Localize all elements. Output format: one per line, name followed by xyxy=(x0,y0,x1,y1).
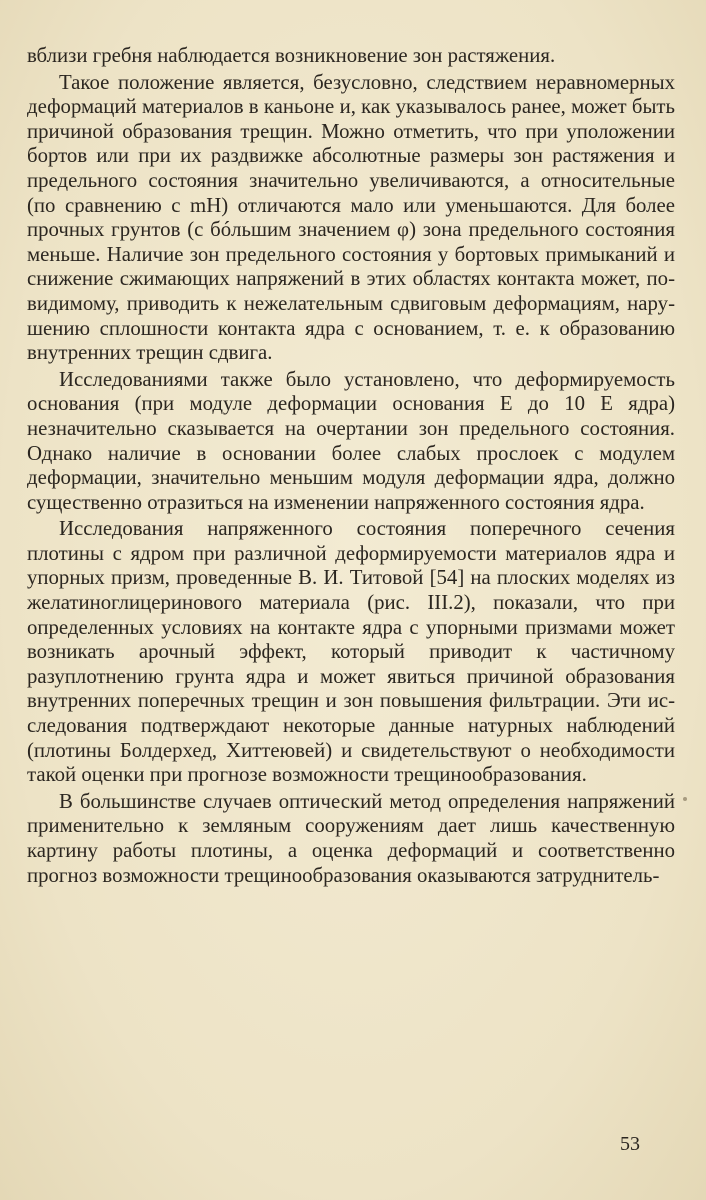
body-text xyxy=(27,44,675,888)
paragraph-5: В большинстве случаев оптический метод определения напряжений применительно к земляным сооружениям дает лишь качественную картину работы плотины, а оценка деформаций и соответственно прогноз возможности трещинообразования оказываются затруднитель- xyxy=(27,789,675,887)
paper-spot xyxy=(683,797,687,801)
paragraph-4: Исследования напряженного состояния поперечного сечения плотины с ядром при различной деформируемости материалов ядра и упорных призм, проведенные В. И. Титовой [54] на плоских моделях из желатиноглицеринового материала (рис. III.2), показали, что при определенных условиях на контакте ядра с упорными призмами может возникать арочный эффект, который приводит к частичному разуплотнению грунта ядра и может явиться причиной образования внутренних поперечных трещин и зон повышения фильтрации. Эти исследования подтверждают некоторые данные натурных наблюдений (плотины Болдерхед, Хиттеювей) и свидетельствуют о необходимости такой оценки при прогнозе возможности трещинообразования. xyxy=(27,517,675,787)
page-number: 53 xyxy=(620,1133,640,1155)
paragraph-3: Исследованиями также было установлено, что деформируемость основания (при модуле деформации основания E до 10 E ядра) незначительно сказывается на очертании зон предельного состояния. Однако наличие в основании более слабых прослоек с модулем деформации, значительно меньшим модуля деформации ядра, должно существенно отразиться на изменении напряженного состояния ядра. xyxy=(27,367,675,514)
paragraph-2: Такое положение является, безусловно, следствием неравномерных деформаций материалов в каньоне и, как указывалось ранее, может быть причиной образования трещин. Можно отметить, что при уположении бортов или при их раздвижке абсолютные размеры зон растяжения и предельного состояния значительно увеличиваются, а относительные (по сравнению с mH) отличаются мало или уменьшаются. Для более прочных грунтов (с бóльшим значением φ) зона предельного состояния меньше. Наличие зон предельного состояния у бортовых примыканий и снижение сжимающих напряжений в этих областях контакта может, по-видимому, приводить к нежелательным сдвиговым деформациям, нарушению сплошности контакта ядра с основанием, т. е. к образованию внутренних трещин сдвига. xyxy=(27,70,675,365)
paragraph-1: вблизи гребня наблюдается возникновение зон растяжения. xyxy=(27,44,556,67)
